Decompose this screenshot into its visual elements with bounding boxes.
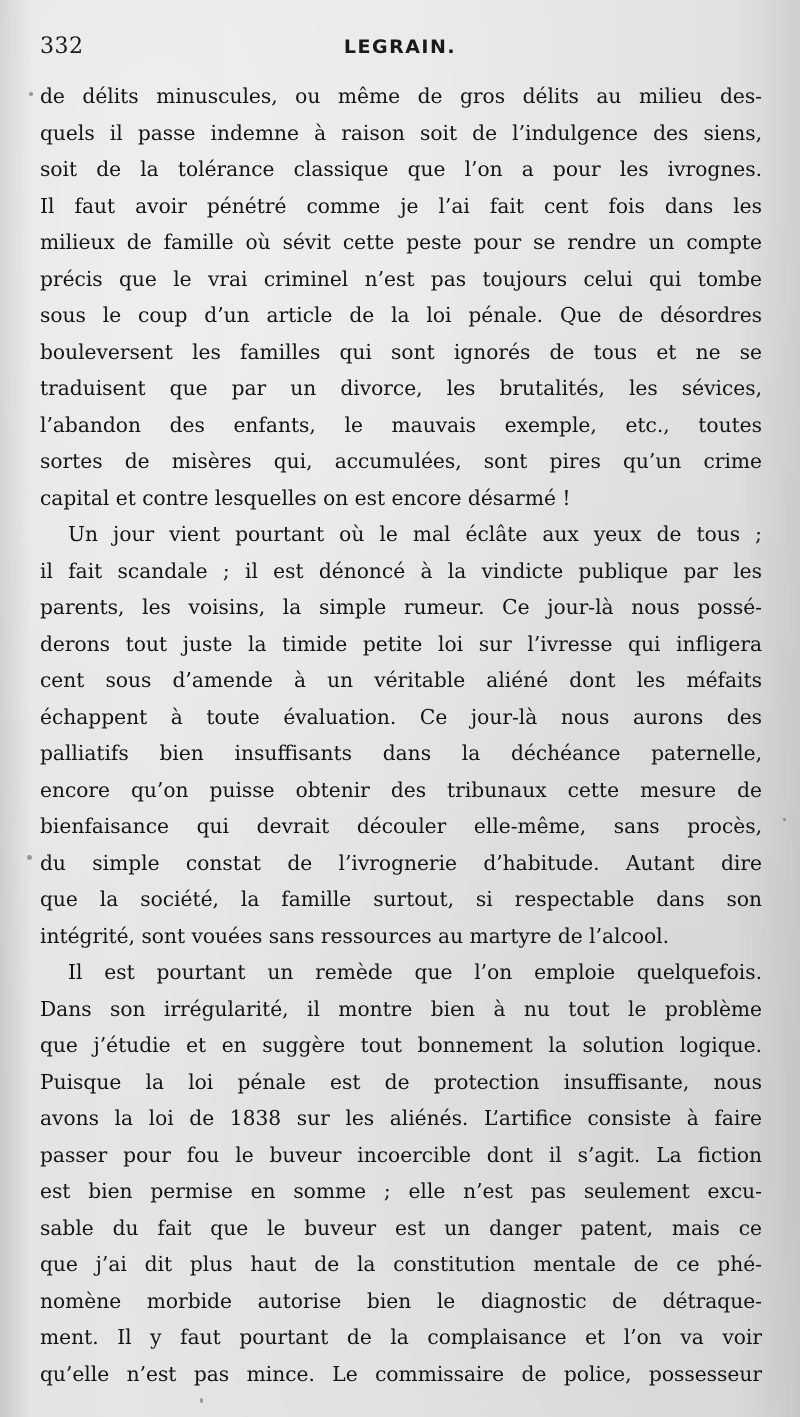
text-line: sortes de misères qui, accumulées, sont pires qu’un crime (40, 449, 762, 473)
text-line: encore qu’on puisse obtenir des tribunaux cette mesure de (40, 777, 762, 802)
text-line: ment. Il y faut pourtant de la complaisance et l’on va voir (40, 1325, 762, 1349)
text-line: Puisque la loi pénale est de protection insuffisante, nous (40, 1069, 762, 1094)
text-line: précis que le vrai criminel n’est pas toujours celui qui tombe (40, 266, 762, 291)
text-line: de délits minuscules, ou même de gros délits au milieu des- (40, 84, 762, 108)
text-line: parents, les voisins, la simple rumeur. Ce jour-là nous possé- (40, 595, 762, 619)
print-speck (783, 818, 786, 821)
text-line: Il est pourtant un remède que l’on emploie quelquefois. (68, 960, 762, 984)
text-line: il fait scandale ; il est dénoncé à la vindicte publique par les (40, 558, 762, 583)
text-line: bienfaisance qui devrait découler elle-même, sans procès, (40, 814, 762, 838)
text-line: passer pour fou le buveur incoercible dont il s’agit. La fiction (40, 1142, 762, 1167)
text-line: échappent à toute évaluation. Ce jour-là nous aurons des (40, 704, 762, 729)
text-line: qu’elle n’est pas mince. Le commissaire de police, possesseur (40, 1361, 762, 1386)
text-line: quels il passe indemne à raison soit de l’indulgence des siens, (40, 120, 762, 145)
print-speck (200, 1398, 203, 1403)
text-line: palliatifs bien insuffisants dans la déchéance paternelle, (40, 741, 762, 765)
print-speck (29, 92, 33, 96)
text-line: nomène morbide autorise bien le diagnostic de détraque- (40, 1288, 762, 1313)
text-line: avons la loi de 1838 sur les aliénés. L’artifice consiste à faire (40, 1106, 762, 1130)
text-line: que la société, la famille surtout, si respectable dans son (40, 887, 762, 911)
text-line: que j’ai dit plus haut de la constitution mentale de ce phé- (40, 1252, 762, 1276)
page-header (40, 34, 760, 64)
text-line: sous le coup d’un article de la loi pénale. Que de désordres (40, 303, 762, 327)
text-line: du simple constat de l’ivrognerie d’habitude. Autant dire (40, 850, 762, 875)
text-line: Il faut avoir pénétré comme je l’ai fait cent fois dans les (40, 193, 762, 218)
text-line: capital et contre lesquelles on est encore désarmé ! (40, 485, 571, 510)
print-speck (27, 855, 32, 860)
text-line: milieux de famille où sévit cette peste pour se rendre un compte (40, 230, 762, 254)
text-line: l’abandon des enfants, le mauvais exemple, etc., toutes (40, 412, 762, 437)
text-line: Dans son irrégularité, il montre bien à nu tout le problème (40, 996, 762, 1021)
text-line: cent sous d’amende à un véritable aliéné dont les méfaits (40, 668, 762, 692)
page-number: 332 (40, 34, 84, 59)
text-line: Un jour vient pourtant où le mal éclâte aux yeux de tous ; (68, 522, 762, 546)
text-line: soit de la tolérance classique que l’on a pour les ivrognes. (40, 157, 762, 181)
text-line: derons tout juste la timide petite loi sur l’ivresse qui infligera (40, 631, 762, 656)
text-line: que j’étudie et en suggère tout bonnement la solution logique. (40, 1033, 762, 1057)
running-head: LEGRAIN. (343, 36, 457, 58)
body-text (40, 78, 762, 1392)
text-line: bouleversent les familles qui sont ignorés de tous et ne se (40, 339, 762, 364)
text-line: sable du fait que le buveur est un danger patent, mais ce (40, 1215, 762, 1240)
text-line: traduisent que par un divorce, les brutalités, les sévices, (40, 376, 762, 400)
text-line: intégrité, sont vouées sans ressources au martyre de l’alcool. (40, 923, 669, 948)
text-line: est bien permise en somme ; elle n’est pas seulement excu- (40, 1179, 762, 1203)
